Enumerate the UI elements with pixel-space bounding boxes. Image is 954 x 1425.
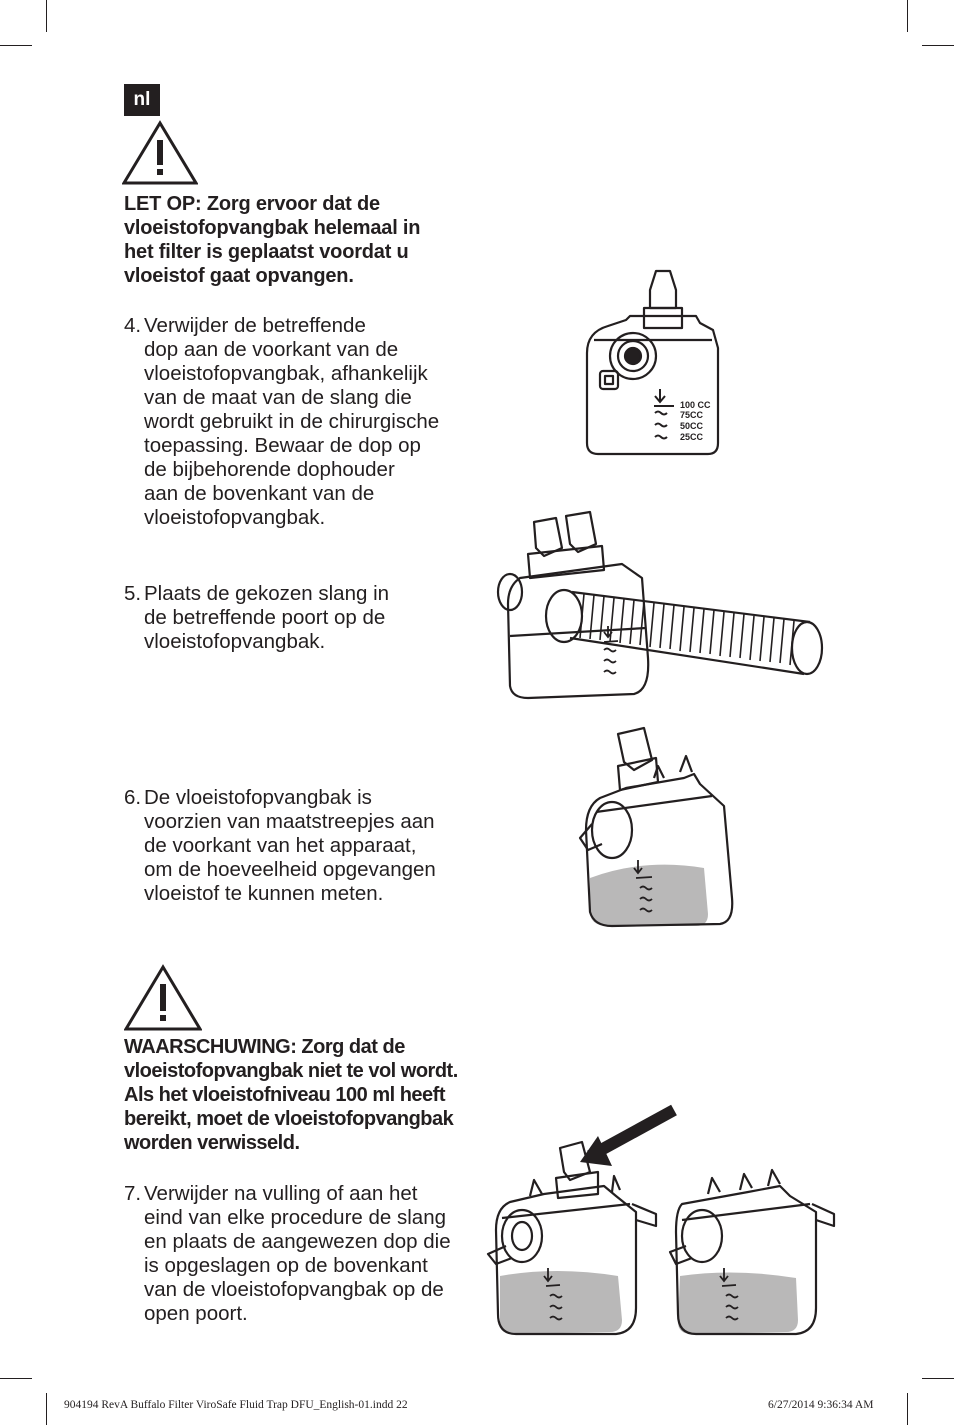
- crop-mark: [907, 1393, 908, 1425]
- filled-trap-illustration: [574, 726, 740, 932]
- warning-triangle-icon: [124, 964, 202, 1032]
- crop-mark: [46, 1393, 47, 1425]
- fluid-level: [678, 1272, 798, 1334]
- fluid-level: [590, 865, 708, 926]
- step-number: 7.: [124, 1182, 142, 1205]
- fluid-trap-front-illustration: [578, 268, 728, 458]
- crop-mark: [907, 0, 908, 32]
- crop-mark: [46, 0, 47, 32]
- timestamp-slug: 6/27/2014 9:36:34 AM: [768, 1399, 874, 1411]
- crop-mark: [0, 1378, 32, 1379]
- step-7: [124, 1182, 464, 1326]
- crop-mark: [922, 45, 954, 46]
- step-text: De vloeistofopvangbak is voorzien van maatstreepjes aan de voorkant van het apparaat, om de hoeveelheid opgevangen vloeistof te kunnen meten.: [144, 786, 436, 905]
- crop-mark: [0, 45, 32, 46]
- fluid-level: [500, 1271, 622, 1334]
- level-label: 75CC: [680, 410, 704, 420]
- step-number: 5.: [124, 582, 142, 605]
- language-tag: nl: [124, 84, 160, 116]
- warning-text: WAARSCHUWING: Zorg dat de vloeistofopvangbak niet te vol wordt. Als het vloeistofniveau 100 ml heeft bereikt, moet de vloeistofopvangbak worden verwisseld.: [124, 1036, 458, 1154]
- caution-text: LET OP: Zorg ervoor dat de vloeistofopvangbak helemaal in het filter is geplaatst voordat u vloeistof gaat opvangen.: [124, 193, 421, 287]
- step-5: [124, 582, 464, 654]
- file-slug: 904194 RevA Buffalo Filter ViroSafe Fluid Trap DFU_English-01.indd 22: [64, 1399, 408, 1411]
- step-number: 6.: [124, 786, 142, 809]
- step-text: Verwijder na vulling of aan het eind van elke procedure de slang en plaats de aangewezen dop die is opgeslagen op de bovenkant van de vloeistofopvangbak op de open poort.: [144, 1182, 451, 1325]
- level-label: 50CC: [680, 421, 704, 431]
- step-text: Verwijder de betreffende dop aan de voorkant van de vloeistofopvangbak, afhankelijk van de maat van de slang die wordt gebruikt in de chirurgische toepassing. Bewaar de dop op de bijbehorende dophouder aan de bovenkant van de vloeistofopvangbak.: [144, 314, 440, 529]
- step-4: [124, 314, 464, 530]
- warning-triangle-icon: [122, 120, 198, 186]
- crop-mark: [922, 1378, 954, 1379]
- step-6: [124, 786, 464, 906]
- capped-traps-illustration: [486, 1100, 840, 1338]
- step-number: 4.: [124, 314, 142, 337]
- step-text: Plaats de gekozen slang in de betreffende poort op de vloeistofopvangbak.: [144, 582, 390, 653]
- arrow-icon: [580, 1110, 674, 1166]
- tubing-inserted-illustration: [494, 508, 834, 704]
- level-label: 100 CC: [680, 400, 711, 410]
- level-label: 25CC: [680, 432, 704, 442]
